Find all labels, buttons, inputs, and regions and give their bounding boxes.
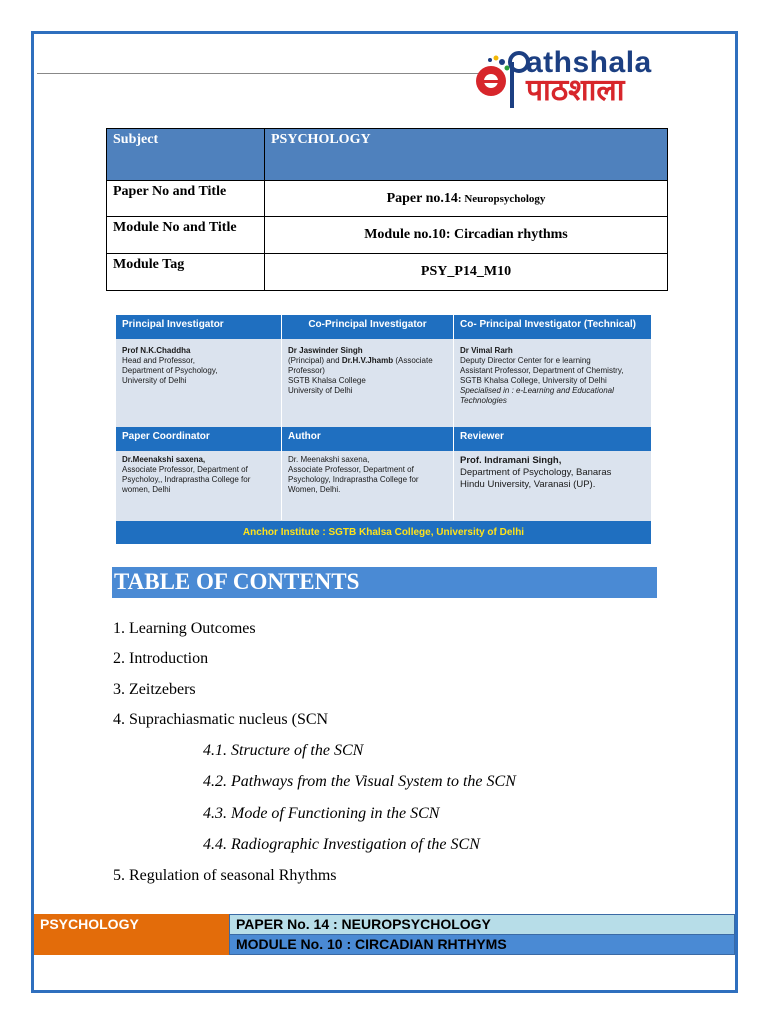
co-pi-line: SGTB Khalsa College bbox=[288, 376, 366, 385]
co-pi-technical-name: Dr Vimal Rarh bbox=[460, 346, 513, 355]
co-pi-technical-details bbox=[454, 346, 651, 406]
toc-subitem: 4.3. Mode of Functioning in the SCN bbox=[203, 805, 440, 822]
paper-coordinator-line: women, Delhi bbox=[122, 485, 171, 494]
tag-value: PSY_P14_M10 bbox=[265, 254, 668, 291]
toc-title: TABLE OF CONTENTS bbox=[112, 567, 657, 598]
author-line: Psychology, Indraprastha College for bbox=[288, 475, 419, 484]
co-pi-name-2: Dr.H.V.Jhamb bbox=[341, 356, 394, 365]
credits-panel bbox=[116, 315, 651, 544]
toc-subitem: 4.4. Radiographic Investigation of the SCN bbox=[203, 836, 480, 853]
footer-paper: PAPER No. 14 : NEUROPSYCHOLOGY bbox=[229, 914, 735, 935]
paper-coordinator-line: Associate Professor, Department of bbox=[122, 465, 248, 474]
toc-item: 1. Learning Outcomes bbox=[113, 620, 256, 637]
co-pi-technical-specialty: Specialised in : e-Learning and Educational bbox=[460, 386, 614, 395]
toc-subitem: 4.2. Pathways from the Visual System to the SCN bbox=[203, 773, 516, 790]
toc-item: 2. Introduction bbox=[113, 650, 209, 667]
co-pi-name: Dr Jaswinder Singh bbox=[288, 346, 363, 355]
logo-devanagari-text: पाठशाला bbox=[526, 73, 625, 108]
co-pi-technical-line: Assistant Professor, Department of Chemistry, bbox=[460, 366, 624, 375]
subject-label: Subject bbox=[107, 129, 265, 181]
author-line: Women, Delhi. bbox=[288, 485, 341, 494]
paper-coordinator-details bbox=[116, 455, 281, 495]
paper-coordinator-name: Dr.Meenakshi saxena, bbox=[122, 455, 206, 464]
reviewer-heading: Reviewer bbox=[454, 427, 651, 451]
paper-value-suffix: : Neuropsychology bbox=[457, 192, 546, 205]
paper-coordinator-heading: Paper Coordinator bbox=[116, 427, 281, 451]
paper-value bbox=[265, 181, 668, 217]
author-heading: Author bbox=[282, 427, 453, 451]
pi-details bbox=[116, 346, 281, 386]
footer-subject: PSYCHOLOGY bbox=[34, 914, 229, 955]
co-pi-details bbox=[282, 346, 453, 396]
anchor-institute-bar: Anchor Institute : SGTB Khalsa College, University of Delhi bbox=[116, 521, 651, 544]
footer-module: MODULE No. 10 : CIRCADIAN RHTHYMS bbox=[229, 935, 735, 955]
co-pi-line: (Associate bbox=[393, 356, 433, 365]
tag-label: Module Tag bbox=[107, 254, 265, 291]
reviewer-details bbox=[454, 455, 651, 491]
reviewer-name: Prof. Indramani Singh, bbox=[460, 455, 562, 466]
module-value: Module no.10: Circadian rhythms bbox=[265, 217, 668, 254]
author-line: Dr. Meenakshi saxena, bbox=[288, 455, 370, 464]
toc-item: 5. Regulation of seasonal Rhythms bbox=[113, 867, 337, 884]
co-pi-technical-line: SGTB Khalsa College, University of Delhi bbox=[460, 376, 607, 385]
e-logo-mark-icon bbox=[474, 54, 512, 100]
co-pi-line: Professor) bbox=[288, 366, 325, 375]
pi-line: University of Delhi bbox=[122, 376, 187, 385]
subject-value: PSYCHOLOGY bbox=[265, 129, 668, 181]
pi-line: Head and Professor, bbox=[122, 356, 195, 365]
reviewer-line: Hindu University, Varanasi (UP). bbox=[460, 479, 596, 490]
paper-coordinator-line: Psycholoy,, Indraprastha College for bbox=[122, 475, 251, 484]
co-pi-technical-specialty: Technologies bbox=[460, 396, 507, 405]
epathshala-logo bbox=[470, 42, 710, 114]
reviewer-line: Department of Psychology, Banaras bbox=[460, 467, 612, 478]
paper-value-prefix: Paper no.14 bbox=[386, 190, 458, 206]
co-pi-heading: Co-Principal Investigator bbox=[282, 315, 453, 339]
toc-subitem: 4.1. Structure of the SCN bbox=[203, 742, 364, 759]
header-rule bbox=[37, 73, 492, 74]
module-info-table bbox=[106, 128, 668, 291]
module-label: Module No and Title bbox=[107, 217, 265, 254]
author-details bbox=[282, 455, 453, 495]
co-pi-technical-line: Deputy Director Center for e learning bbox=[460, 356, 591, 365]
co-pi-line: University of Delhi bbox=[288, 386, 353, 395]
pi-name: Prof N.K.Chaddha bbox=[122, 346, 191, 355]
author-line: Associate Professor, Department of bbox=[288, 465, 414, 474]
toc-item: 3. Zeitzebers bbox=[113, 681, 196, 698]
pi-heading: Principal Investigator bbox=[116, 315, 281, 339]
co-pi-technical-heading: Co- Principal Investigator (Technical) bbox=[454, 315, 651, 339]
logo-latin-text: athshala bbox=[526, 46, 652, 79]
co-pi-line: (Principal) and bbox=[288, 356, 342, 365]
paper-label: Paper No and Title bbox=[107, 181, 265, 217]
pi-line: Department of Psychology, bbox=[122, 366, 218, 375]
toc-item: 4. Suprachiasmatic nucleus (SCN bbox=[113, 711, 329, 728]
